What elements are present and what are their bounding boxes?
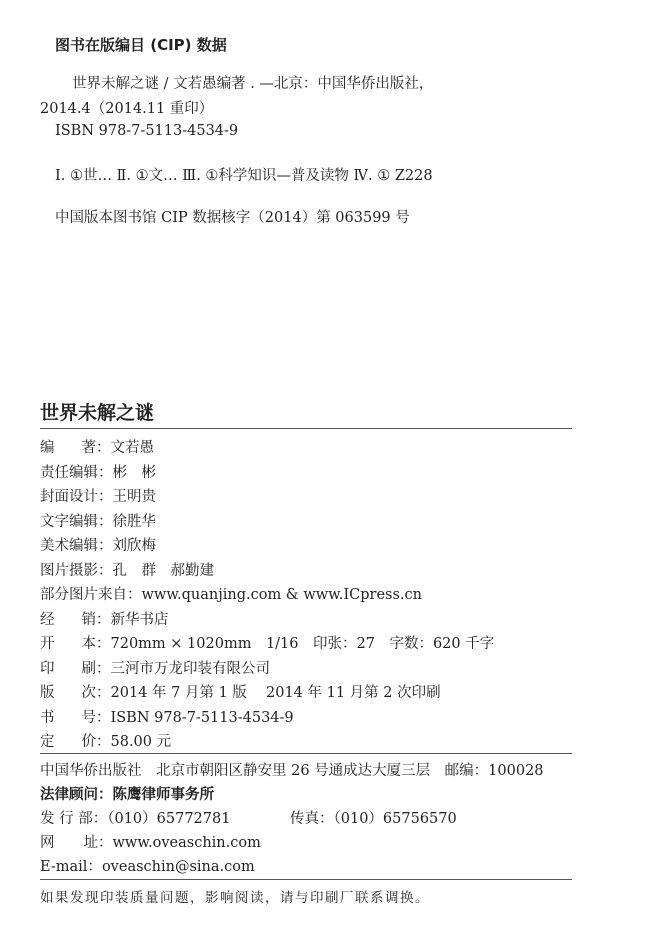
- cip-classification-line: Ⅰ. ①世… Ⅱ. ①文… Ⅲ. ①科学知识—普及读物 Ⅳ. ① Z228: [55, 168, 433, 184]
- credit-label: 版次: [40, 685, 96, 701]
- credit-value: 孔 群 郝勤建: [112, 562, 214, 579]
- credit-colon: ：: [98, 513, 113, 530]
- legal-counsel-row: [40, 783, 214, 804]
- credit-value: 三河市万龙印装有限公司: [110, 660, 270, 677]
- credit-colon: ：: [96, 611, 111, 628]
- credit-label: 印刷: [40, 660, 96, 677]
- credit-label: 美术编辑: [40, 538, 98, 554]
- credit-colon: ：: [96, 709, 111, 726]
- credit-value: 王明贵: [112, 489, 156, 505]
- credit-label: 定价: [40, 734, 96, 750]
- credit-colon: ：: [96, 734, 111, 750]
- sales-phone: （010）65772781: [107, 811, 231, 827]
- print-quality-notice: 如果发现印装质量问题，影响阅读，请与印刷厂联系调换。: [40, 890, 430, 906]
- credit-row: [40, 485, 494, 510]
- credits-divider: [40, 753, 572, 754]
- fax-label: 传真：: [290, 811, 334, 827]
- website-row: [40, 831, 261, 852]
- credit-value: 720mm × 1020mm 1/16 印张：27 字数：620 千字: [110, 636, 495, 652]
- credit-row: [40, 534, 494, 559]
- credit-label: 责任编辑: [40, 464, 98, 481]
- credit-value: 58.00 元: [110, 734, 172, 750]
- sales-label: 发 行 部：: [40, 811, 108, 827]
- website-label: 网 址：: [40, 835, 113, 851]
- publisher-divider: [40, 879, 572, 880]
- cip-heading: 图书在版编目 (CIP) 数据: [55, 36, 227, 54]
- credit-label: 开本: [40, 636, 96, 652]
- credit-label: 编著: [40, 440, 96, 456]
- credit-row: [40, 461, 494, 486]
- credit-value: 刘欣梅: [112, 538, 156, 554]
- legal-counsel-label: 法律顾问：: [40, 787, 113, 803]
- credit-label: 部分图片来自: [40, 587, 127, 603]
- credit-colon: ：: [98, 538, 113, 554]
- credit-label: 图片摄影: [40, 562, 98, 579]
- cip-record-line: 中国版本图书馆 CIP 数据核字（2014）第 063599 号: [55, 210, 410, 226]
- credit-label: 书号: [40, 709, 96, 726]
- credit-row: [40, 706, 494, 731]
- credit-colon: ：: [96, 660, 111, 677]
- credit-row: [40, 681, 494, 706]
- title-divider: [40, 428, 572, 429]
- publisher-address-line: 中国华侨出版社 北京市朝阳区静安里 26 号通成达大厦三层 邮编：100028: [40, 763, 544, 779]
- credit-colon: ：: [98, 464, 113, 481]
- website-value: www.oveaschin.com: [112, 835, 261, 851]
- credit-colon: ：: [98, 489, 113, 505]
- credit-label: 经销: [40, 611, 96, 628]
- credit-colon: ：: [96, 685, 111, 701]
- cip-title-line: 世界未解之谜 / 文若愚编著 . —北京：中国华侨出版社，: [72, 76, 434, 92]
- credit-label: 文字编辑: [40, 513, 98, 530]
- credit-colon: ：: [96, 440, 111, 456]
- credit-value: ISBN 978-7-5113-4534-9: [110, 709, 294, 726]
- credit-row: [40, 730, 494, 755]
- credit-row: [40, 657, 494, 682]
- email-row: [40, 855, 255, 876]
- credit-row: [40, 583, 494, 608]
- cip-isbn-line: ISBN 978-7-5113-4534-9: [55, 123, 239, 139]
- credit-colon: ：: [127, 587, 142, 603]
- credit-value: www.quanjing.com & www.ICpress.cn: [141, 587, 423, 603]
- sales-row: [40, 807, 230, 828]
- fax-phone: （010）65756570: [333, 811, 457, 827]
- credit-value: 2014 年 7 月第 1 版 2014 年 11 月第 2 次印刷: [110, 685, 441, 701]
- credit-value: 文若愚: [110, 440, 154, 456]
- cip-date-line: 2014.4（2014.11 重印）: [40, 101, 214, 117]
- book-title: 世界未解之谜: [40, 402, 155, 424]
- credit-row: [40, 559, 494, 584]
- credit-value: 彬 彬: [112, 464, 156, 481]
- email-value: oveaschin@sina.com: [101, 859, 255, 875]
- credits-list: [40, 436, 494, 755]
- email-label: E-mail：: [40, 859, 102, 875]
- credit-row: [40, 632, 494, 657]
- credit-colon: ：: [98, 562, 113, 579]
- credit-label: 封面设计: [40, 489, 98, 505]
- legal-counsel-value: 陈鹰律师事务所: [112, 787, 214, 803]
- credit-row: [40, 608, 494, 633]
- fax-row: [290, 807, 457, 828]
- credit-row: [40, 436, 494, 461]
- credit-value: 徐胜华: [112, 513, 156, 530]
- credit-colon: ：: [96, 636, 111, 652]
- credit-row: [40, 510, 494, 535]
- credit-value: 新华书店: [110, 611, 169, 628]
